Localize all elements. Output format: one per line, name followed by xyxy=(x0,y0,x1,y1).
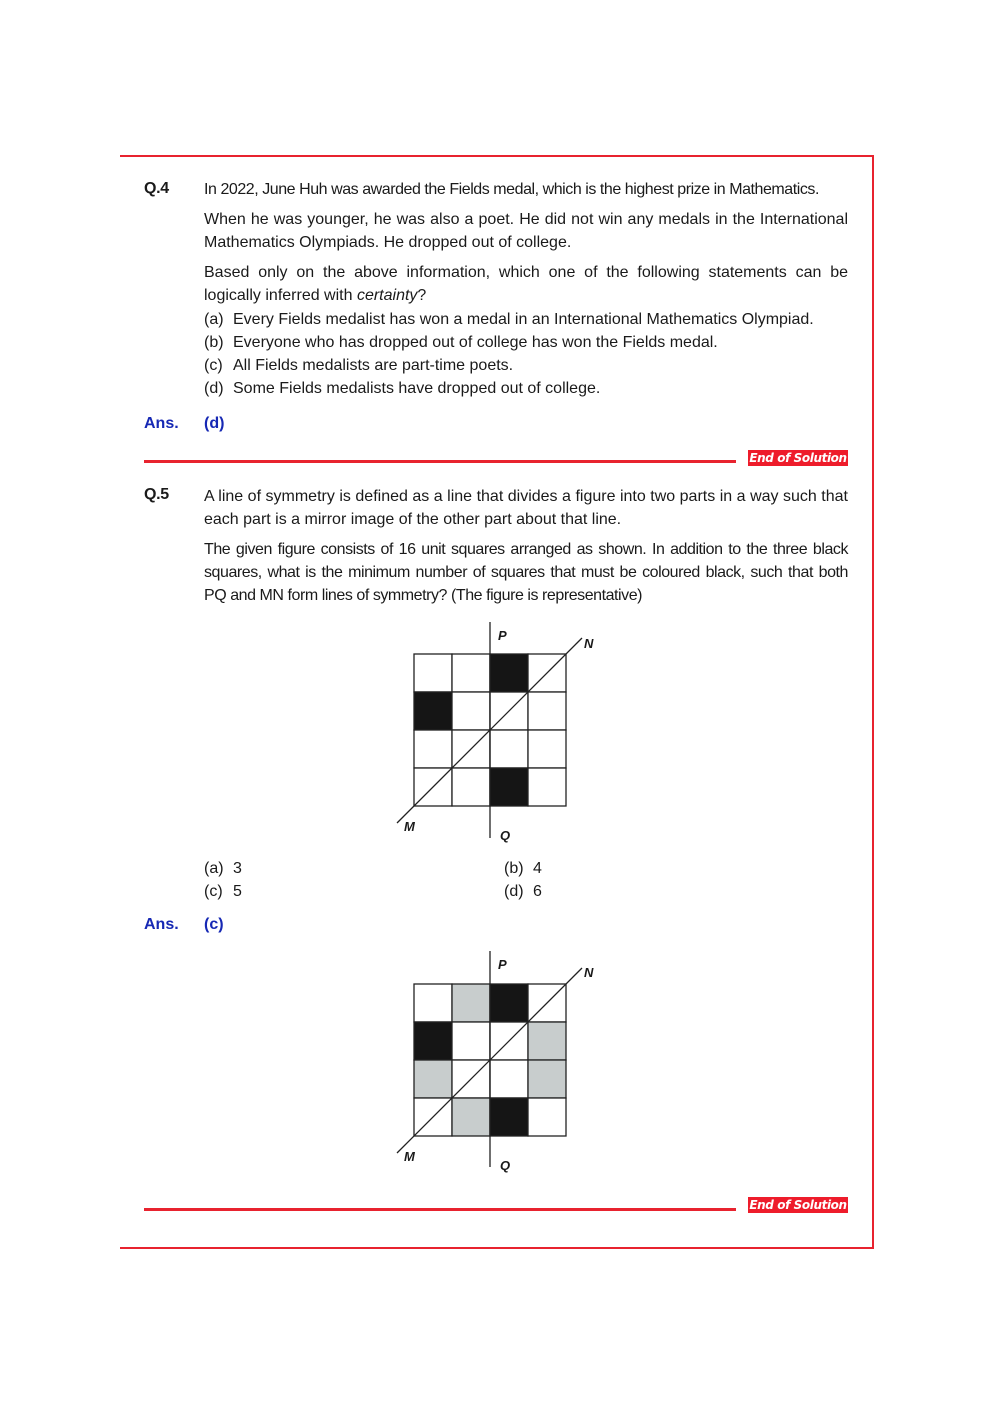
grid-diagram xyxy=(390,945,610,1180)
answer-label: Ans. xyxy=(144,916,179,933)
q4-stem-line1: In 2022, June Huh was awarded the Fields medal, which is the highest prize in Mathematics. xyxy=(204,181,819,198)
white-cell xyxy=(528,730,566,768)
white-cell xyxy=(414,654,452,692)
q4-option-b xyxy=(204,331,718,354)
q5-option-a xyxy=(204,857,242,880)
grey-cell xyxy=(452,1098,490,1136)
option-label: (a) xyxy=(204,860,224,877)
white-cell xyxy=(452,692,490,730)
option-label: (c) xyxy=(204,883,223,900)
white-cell xyxy=(528,692,566,730)
q5-definition: A line of symmetry is defined as a line that divides a figure into two parts in a way such that each part is a mirror image of the other part about that line. xyxy=(204,488,848,528)
label-p: P xyxy=(498,628,507,643)
answer-value: (c) xyxy=(204,916,224,933)
black-cell xyxy=(490,654,528,692)
white-cell xyxy=(452,654,490,692)
end-of-solution-badge: End of Solution xyxy=(749,451,847,465)
label-p: P xyxy=(498,957,507,972)
q5-answer xyxy=(144,916,224,934)
option-label: (a) xyxy=(204,311,224,328)
question-number-4: Q.4 xyxy=(144,180,169,197)
q5-option-b xyxy=(504,857,542,880)
option-text: 6 xyxy=(533,883,542,900)
q5-option-c xyxy=(204,880,242,903)
grey-cell xyxy=(528,1060,566,1098)
grid-diagram xyxy=(390,620,610,850)
option-label: (c) xyxy=(204,357,223,374)
label-n: N xyxy=(584,636,594,651)
q4-prompt xyxy=(204,261,848,307)
option-text: 3 xyxy=(233,860,242,877)
symmetry-figure-answer xyxy=(390,945,610,1180)
white-cell xyxy=(414,730,452,768)
label-m: M xyxy=(404,1149,415,1164)
white-cell xyxy=(490,1060,528,1098)
end-of-solution-badge: End of Solution xyxy=(749,1198,847,1212)
option-label: (d) xyxy=(204,380,224,397)
white-cell xyxy=(414,984,452,1022)
q4-option-a xyxy=(204,308,814,331)
q4-answer xyxy=(144,415,225,433)
white-cell xyxy=(452,1022,490,1060)
black-cell xyxy=(490,1098,528,1136)
option-text: All Fields medalists are part-time poets. xyxy=(233,357,514,374)
label-q: Q xyxy=(500,828,511,843)
answer-value: (d) xyxy=(204,415,225,432)
symmetry-figure-question xyxy=(390,620,610,850)
option-label: (b) xyxy=(504,860,524,877)
grey-cell xyxy=(528,1022,566,1060)
question-number-5: Q.5 xyxy=(144,486,169,503)
option-text: Some Fields medalists have dropped out of college. xyxy=(233,380,601,397)
label-m: M xyxy=(404,819,415,834)
grey-cell xyxy=(414,1060,452,1098)
q4-prompt-italic: certainty xyxy=(356,287,418,304)
q4-prompt-text: Based only on the above information, which one of the following statements can be logically inferred with xyxy=(204,264,848,304)
q5-option-d xyxy=(504,880,542,903)
option-label: (b) xyxy=(204,334,224,351)
option-text: 5 xyxy=(233,883,242,900)
option-text: 4 xyxy=(533,860,542,877)
black-cell xyxy=(414,692,452,730)
solution-divider xyxy=(144,1208,736,1211)
option-text: Every Fields medalist has won a medal in an International Mathematics Olympiad. xyxy=(233,311,814,328)
grey-cell xyxy=(452,984,490,1022)
option-text: Everyone who has dropped out of college has won the Fields medal. xyxy=(233,334,718,351)
white-cell xyxy=(490,730,528,768)
q5-question: The given figure consists of 16 unit squares arranged as shown. In addition to the three black squares, what is the minimum number of squares that must be coloured black, such that both PQ and MN form lines of symmetry? (The figure is representative) xyxy=(204,541,848,604)
q4-stem-rest: When he was younger, he was also a poet. He did not win any medals in the International Mathematics Olympiads. He dropped out of college. xyxy=(204,211,848,251)
q4-option-d xyxy=(204,377,600,400)
black-cell xyxy=(490,768,528,806)
black-cell xyxy=(414,1022,452,1060)
black-cell xyxy=(490,984,528,1022)
q4-option-c xyxy=(204,354,513,377)
solution-divider xyxy=(144,460,736,463)
white-cell xyxy=(528,1098,566,1136)
label-n: N xyxy=(584,965,594,980)
white-cell xyxy=(452,768,490,806)
answer-label: Ans. xyxy=(144,415,179,432)
white-cell xyxy=(528,768,566,806)
option-label: (d) xyxy=(504,883,524,900)
label-q: Q xyxy=(500,1158,511,1173)
q4-prompt-suffix: ? xyxy=(417,287,427,304)
